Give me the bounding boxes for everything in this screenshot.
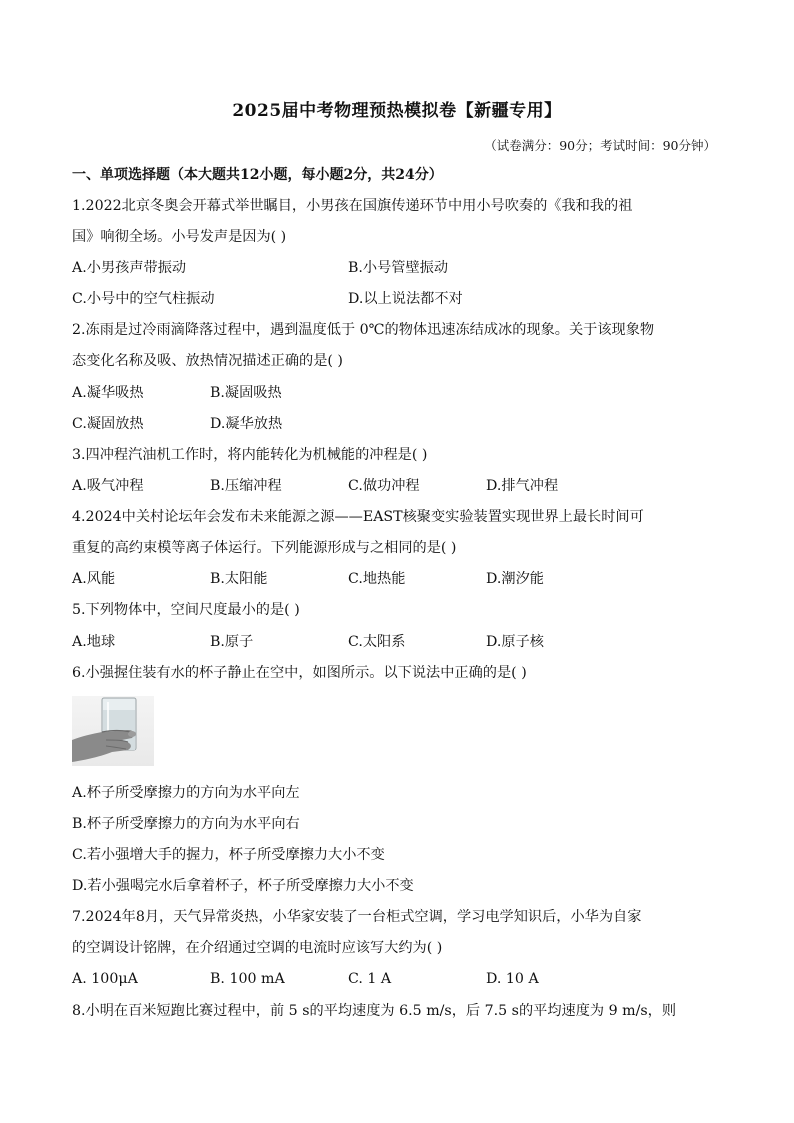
section-heading: 一、单项选择题（本大题共12小题，每小题2分，共24分） <box>72 167 443 183</box>
question-1-option-c: C.小号中的空气柱振动 <box>72 291 215 307</box>
question-6-option-a: A.杯子所受摩擦力的方向为水平向左 <box>72 785 300 801</box>
question-2-option-b: B.凝固吸热 <box>210 385 282 401</box>
question-1-line-2: 国》响彻全场。小号发声是因为( ) <box>72 229 287 245</box>
question-2-option-c: C.凝固放热 <box>72 416 144 432</box>
question-7-line-2: 的空调设计铭牌，在介绍通过空调的电流时应该写大约为( ) <box>72 940 443 956</box>
exam-subtitle: （试卷满分：90分；考试时间：90分钟） <box>484 138 716 153</box>
exam-title: 2025届中考物理预热模拟卷【新疆专用】 <box>232 101 562 121</box>
hand-holding-glass-image <box>72 696 154 766</box>
question-5-option-d: D.原子核 <box>486 634 544 650</box>
question-7-line-1: 7.2024年8月，天气异常炎热，小华家安装了一台柜式空调，学习电学知识后，小华为自家 <box>72 909 642 925</box>
question-4-option-d: D.潮汐能 <box>486 571 544 587</box>
question-2-line-2: 态变化名称及吸、放热情况描述正确的是( ) <box>72 353 343 369</box>
question-7-option-c: C. 1 A <box>348 971 392 987</box>
question-6-option-d: D.若小强喝完水后拿着杯子，杯子所受摩擦力大小不变 <box>72 878 414 894</box>
question-3-option-c: C.做功冲程 <box>348 478 420 494</box>
question-6-line-1: 6.小强握住装有水的杯子静止在空中，如图所示。以下说法中正确的是( ) <box>72 665 527 681</box>
question-4-line-2: 重复的高约束模等离子体运行。下列能源形成与之相同的是( ) <box>72 540 457 556</box>
question-2-option-a: A.凝华吸热 <box>72 385 144 401</box>
question-4-option-c: C.地热能 <box>348 571 406 587</box>
question-8-line-1: 8.小明在百米短跑比赛过程中，前 5 s的平均速度为 6.5 m/s，后 7.5 s的平均速度为 9 m/s，则 <box>72 1003 677 1019</box>
question-7-option-a: A. 100μA <box>72 971 138 987</box>
question-5-line-1: 5.下列物体中，空间尺度最小的是( ) <box>72 602 300 618</box>
question-1-option-a: A.小男孩声带振动 <box>72 260 187 276</box>
question-3-option-a: A.吸气冲程 <box>72 478 144 494</box>
question-3-option-b: B.压缩冲程 <box>210 478 282 494</box>
question-6-option-c: C.若小强增大手的握力，杯子所受摩擦力大小不变 <box>72 847 385 863</box>
question-1-option-b: B.小号管壁振动 <box>348 260 449 276</box>
question-2-option-d: D.凝华放热 <box>210 416 283 432</box>
question-4-line-1: 4.2024中关村论坛年会发布未来能源之源——EAST核聚变实验装置实现世界上最长时间可 <box>72 509 644 525</box>
question-1-option-d: D.以上说法都不对 <box>348 291 463 307</box>
question-5-option-b: B.原子 <box>210 634 254 650</box>
question-5-option-c: C.太阳系 <box>348 634 406 650</box>
question-3-option-d: D.排气冲程 <box>486 478 559 494</box>
question-4-option-b: B.太阳能 <box>210 571 268 587</box>
question-6-option-b: B.杯子所受摩擦力的方向为水平向右 <box>72 816 300 832</box>
question-4-option-a: A.风能 <box>72 571 116 587</box>
question-5-option-a: A.地球 <box>72 634 116 650</box>
question-7-option-d: D. 10 A <box>486 971 539 987</box>
question-3-line-1: 3.四冲程汽油机工作时，将内能转化为机械能的冲程是( ) <box>72 447 428 463</box>
question-1-line-1: 1.2022北京冬奥会开幕式举世瞩目，小男孩在国旗传递环节中用小号吹奏的《我和我的祖 <box>72 198 633 214</box>
question-7-option-b: B. 100 mA <box>210 971 285 987</box>
question-2-line-1: 2.冻雨是过冷雨滴降落过程中，遇到温度低于 0℃的物体迅速冻结成冰的现象。关于该现象物 <box>72 322 655 338</box>
